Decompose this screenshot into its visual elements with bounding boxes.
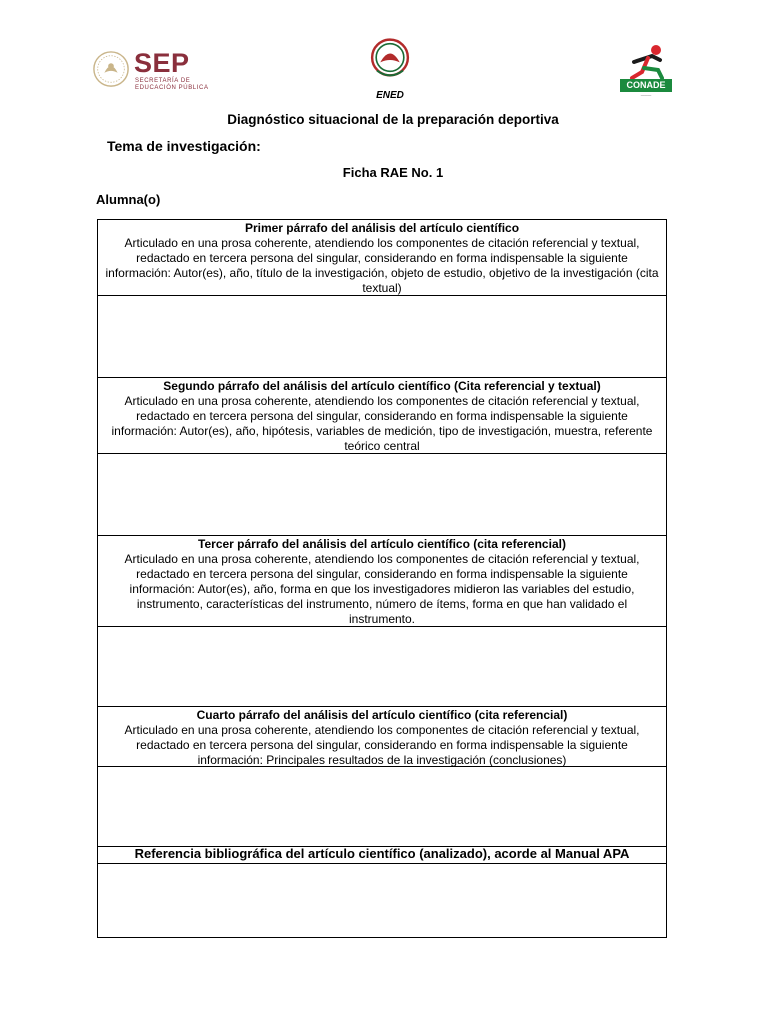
conade-logo-subtitle: ——— (640, 93, 652, 97)
section-4-header (98, 707, 666, 767)
ened-logo (358, 38, 422, 102)
section-5-heading: Referencia bibliográfica del artículo científico (analizado), acorde al Manual APA (134, 846, 630, 861)
section-4-heading: Cuarto párrafo del análisis del artículo científico (cita referencial) (196, 708, 568, 722)
section-4-instructions: Articulado en una prosa coherente, atendiendo los componentes de citación referencial y textual, redactado en tercera persona del singular, considerando en forma indispensable la siguiente información: Principales resultados de la investigación (conclusiones) (124, 723, 640, 767)
section-2-header (98, 378, 666, 454)
document-title: Diagnóstico situacional de la preparación deportiva (227, 112, 559, 127)
sep-logo-word: SEP (134, 48, 190, 78)
mexico-seal-icon (92, 50, 130, 88)
section-4-answer-box[interactable] (98, 767, 666, 847)
sep-logo-subtitle-2: EDUCACIÓN PÚBLICA (135, 85, 209, 91)
sep-logo-subtitle-1: SECRETARÍA DE (135, 78, 191, 84)
section-1-answer-box[interactable] (98, 296, 666, 378)
rae-form-table (97, 219, 667, 938)
section-1-instructions: Articulado en una prosa coherente, atendiendo los componentes de citación referencial y textual, redactado en tercera persona del singular, considerando en forma indispensable la siguiente información: Autor(es), año, título de la investigación, objeto de estudio, objetivo de la investigación (cita textual) (105, 236, 659, 295)
conade-logo (618, 44, 678, 102)
ened-logo-word: ENED (376, 90, 404, 101)
conade-logo-word: CONADE (620, 79, 672, 92)
sep-logo (92, 48, 212, 94)
section-3-heading: Tercer párrafo del análisis del artículo científico (cita referencial) (198, 537, 566, 551)
rae-label: Ficha RAE No. 1 (342, 165, 444, 180)
runner-icon (618, 44, 678, 80)
topic-label: Tema de investigación: (107, 138, 261, 154)
section-1-header (98, 220, 666, 296)
section-3-header (98, 536, 666, 627)
student-label: Alumna(o) (96, 192, 161, 207)
section-3-answer-box[interactable] (98, 627, 666, 707)
section-2-answer-box[interactable] (98, 454, 666, 536)
section-5-header (98, 847, 666, 864)
section-5-answer-box[interactable] (98, 864, 666, 937)
section-2-instructions: Articulado en una prosa coherente, atendiendo los componentes de citación referencial y textual, redactado en tercera persona del singular, considerando en forma indispensable la siguiente información: Autor(es), año, hipótesis, variables de medición, tipo de investigación, muestra, referente teórico central (111, 394, 653, 453)
section-3-instructions: Articulado en una prosa coherente, atendiendo los componentes de citación referencial y textual, redactado en tercera persona del singular, considerando en forma indispensable la siguiente información: Autor(es), año, forma en que los investigadores midieron las variables del estudio, instrumento, características del instrumento, número de ítems, forma en que han validado el instrumento. (124, 552, 640, 626)
section-1-heading: Primer párrafo del análisis del artículo científico (244, 221, 520, 235)
ened-emblem-icon (358, 38, 422, 90)
section-2-heading: Segundo párrafo del análisis del artículo científico (Cita referencial y textual) (163, 379, 601, 393)
